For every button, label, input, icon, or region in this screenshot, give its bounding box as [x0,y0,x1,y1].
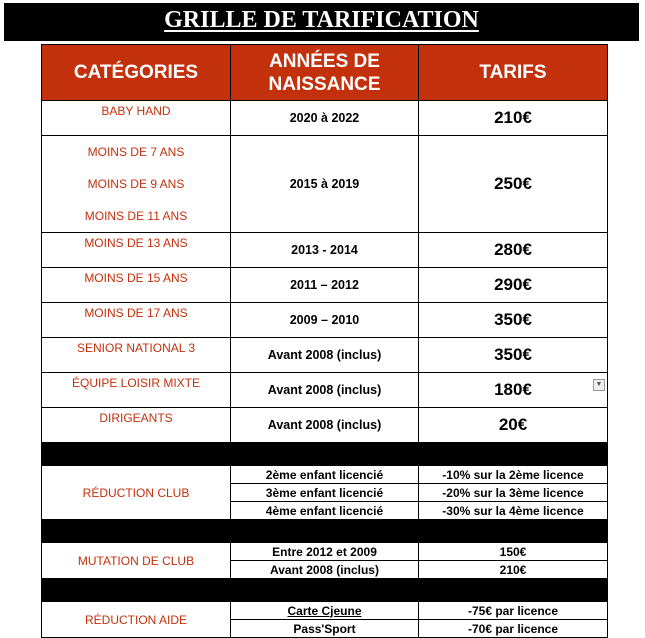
price-cell: 150€ [419,543,608,561]
years-cell: 2020 à 2022 [231,101,419,136]
page-title: GRILLE DE TARIFICATION [164,7,479,33]
condition-cell: 2ème enfant licencié [231,466,419,484]
header-categories: CATÉGORIES [42,45,231,101]
reduction-aide-label: RÉDUCTION AIDE [42,602,231,638]
category-cell: SENIOR NATIONAL 3 [42,338,231,373]
separator-row [42,443,608,466]
years-cell: 2009 – 2010 [231,303,419,338]
price-cell: 210€ [419,101,608,136]
separator [42,579,608,602]
category-cell: DIRIGEANTS [42,408,231,443]
header-row [42,45,608,101]
price-cell [419,373,608,408]
price-cell: 350€ [419,303,608,338]
category-cell: MOINS DE 15 ANS [42,268,231,303]
condition-cell: 3ème enfant licencié [231,484,419,502]
condition-cell: Entre 2012 et 2009 [231,543,419,561]
table-row [42,408,608,443]
table-row [42,101,608,136]
category-cell: BABY HAND [42,101,231,136]
years-cell: 2011 – 2012 [231,268,419,303]
table-row [42,602,608,620]
category-cell: ÉQUIPE LOISIR MIXTE [42,373,231,408]
dropdown-arrow-icon[interactable]: ▼ [593,379,605,391]
table-row [42,338,608,373]
table-row [42,233,608,268]
years-cell: Avant 2008 (inclus) [231,338,419,373]
category-cell [42,136,231,233]
header-years: ANNÉES DE NAISSANCE [231,45,419,101]
discount-cell: -30% sur la 4ème licence [419,502,608,520]
price-cell: 250€ [419,136,608,233]
discount-cell: -20% sur la 3ème licence [419,484,608,502]
price-cell: 210€ [419,561,608,579]
table-row [42,466,608,484]
category-label: MOINS DE 11 ANS [84,209,188,223]
separator-row [42,520,608,543]
category-label: MOINS DE 7 ANS [87,145,185,159]
discount-cell: -10% sur la 2ème licence [419,466,608,484]
discount-cell: -70€ par licence [419,620,608,638]
reduction-club-label: RÉDUCTION CLUB [42,466,231,520]
separator [42,520,608,543]
mutation-club-label: MUTATION DE CLUB [42,543,231,579]
price-cell: 20€ [419,408,608,443]
years-cell: Avant 2008 (inclus) [231,408,419,443]
price-cell: 350€ [419,338,608,373]
header-prices: TARIFS [419,45,608,101]
separator-row [42,579,608,602]
table-row [42,373,608,408]
category-label: MOINS DE 9 ANS [87,177,185,191]
condition-label: Carte Cjeune [287,603,362,618]
table-row [42,543,608,561]
condition-cell: Pass'Sport [231,620,419,638]
condition-cell: Avant 2008 (inclus) [231,561,419,579]
years-cell: 2013 - 2014 [231,233,419,268]
table-row [42,268,608,303]
title-bar [4,3,639,41]
price-value: 180€ [494,380,532,399]
condition-cell [231,602,419,620]
price-cell: 280€ [419,233,608,268]
price-cell: 290€ [419,268,608,303]
discount-cell: -75€ par licence [419,602,608,620]
years-cell: 2015 à 2019 [231,136,419,233]
table-row [42,136,608,233]
separator [42,443,608,466]
years-cell: Avant 2008 (inclus) [231,373,419,408]
pricing-table [41,44,608,638]
category-cell: MOINS DE 13 ANS [42,233,231,268]
category-cell: MOINS DE 17 ANS [42,303,231,338]
condition-cell: 4ème enfant licencié [231,502,419,520]
table-row [42,303,608,338]
